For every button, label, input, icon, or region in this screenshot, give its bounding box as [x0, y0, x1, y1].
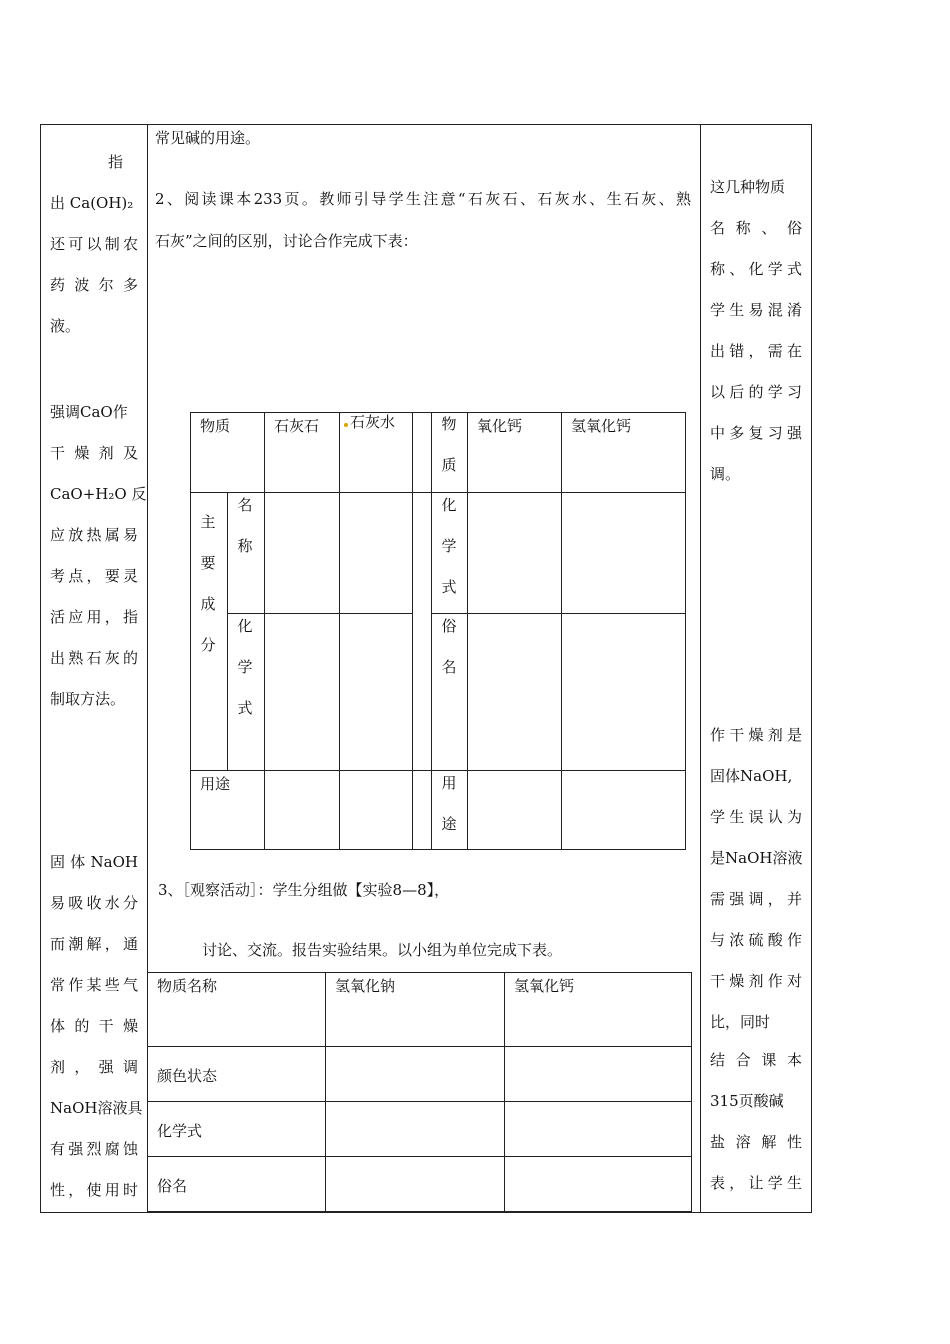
cell-header-cao: 氧化钙 — [477, 417, 523, 435]
right-note-line: 学生误认为 — [710, 808, 802, 826]
left-note-line: 而潮解，通 — [50, 935, 138, 953]
right-note-line: 这几种物质 — [710, 178, 786, 196]
t2-row-color-state: 颜色状态 — [157, 1067, 218, 1085]
right-note-line: 结合课本 — [710, 1051, 802, 1069]
right-note-line: 学生易混淆 — [710, 301, 802, 319]
left-note-line: 考点，要灵 — [50, 567, 138, 585]
left-note-line: 出 Ca(OH)₂ — [50, 194, 134, 212]
right-note-line: 表，让学生 — [710, 1174, 802, 1192]
t2-row-common-name: 俗名 — [157, 1177, 188, 1195]
left-note-line: 指 — [108, 153, 124, 171]
cell-header-substance: 物质 — [200, 417, 231, 435]
right-note-line: 出错，需在 — [710, 342, 802, 360]
right-note-line: 以后的学习 — [710, 383, 802, 401]
right-note-line: 固体NaOH, — [710, 767, 793, 785]
cell-header-caoh2: 氢氧化钙 — [571, 417, 632, 435]
right-note-line: 称、化学式 — [710, 260, 802, 278]
cell-name: 名 称 — [237, 496, 253, 555]
main-line-1: 常见碱的用途。 — [155, 129, 261, 147]
cell-main-component: 主 要 成 分 — [200, 513, 216, 654]
right-note-line: 名称、俗 — [710, 219, 802, 237]
left-note-line: 有强烈腐蚀 — [50, 1140, 138, 1158]
cell-header-limewater: 石灰水 — [350, 413, 396, 431]
left-note-line: 易吸收水分 — [50, 894, 138, 912]
left-note-line: 制取方法。 — [50, 690, 126, 708]
cell-header-limestone: 石灰石 — [274, 417, 320, 435]
right-note-line: 需强调，并 — [710, 890, 802, 908]
left-note-line: 固体NaOH — [50, 853, 138, 871]
left-note-line: 干燥剂及 — [50, 444, 138, 462]
left-note-line: CaO+H₂O 反 — [50, 485, 147, 503]
t2-header-substance-name: 物质名称 — [157, 977, 218, 995]
right-note-line: 315页酸碱 — [710, 1092, 784, 1110]
cell-right-formula: 化 学 式 — [441, 496, 457, 596]
right-note-line: 中多复习强 — [710, 424, 802, 442]
main-line-3: 3、［观察活动］：学生分组做【实验8—8】， — [158, 881, 450, 899]
main-line-2b: 石灰”之间的区别，讨论合作完成下表： — [155, 232, 418, 250]
left-note-line: 剂，强调 — [50, 1058, 138, 1076]
cell-right-use: 用 途 — [441, 774, 457, 833]
left-note-line: 液。 — [50, 317, 81, 335]
right-note-line: 干燥剂作对 — [710, 972, 802, 990]
right-note-line: 是NaOH溶液 — [710, 849, 803, 867]
left-note-line: 还可以制农 — [50, 235, 138, 253]
left-note-line: 活应用，指 — [50, 608, 138, 626]
right-note-line: 调。 — [710, 465, 741, 483]
cell-right-common-name: 俗 名 — [441, 617, 457, 676]
main-line-4: 讨论、交流。报告实验结果。以小组为单位完成下表。 — [202, 941, 563, 959]
main-line-2a: 2、阅读课本233页。教师引导学生注意“石灰石、石灰水、生石灰、熟 — [155, 190, 691, 208]
cell-formula: 化 学 式 — [237, 617, 253, 717]
left-note-line: NaOH溶液具 — [50, 1099, 143, 1117]
left-note-line: 性，使用时 — [50, 1181, 138, 1199]
right-note-line: 与浓硫酸作 — [710, 931, 802, 949]
right-note-line: 盐溶解性 — [710, 1133, 802, 1151]
right-note-line: 比，同时 — [710, 1013, 771, 1031]
left-note-line: 出熟石灰的 — [50, 649, 138, 667]
left-note-line: 体的干燥 — [50, 1017, 138, 1035]
cell-use: 用途 — [200, 775, 231, 793]
left-note-line: 强调CaO作 — [50, 403, 128, 421]
marker-dot — [344, 423, 348, 427]
t2-header-caoh2: 氢氧化钙 — [514, 977, 575, 995]
left-note-line: 药波尔多 — [50, 276, 138, 294]
right-note-line: 作干燥剂是 — [710, 726, 802, 744]
cell-header-substance-right: 物 质 — [441, 415, 457, 474]
left-note-line: 常作某些气 — [50, 976, 138, 994]
t2-header-naoh: 氢氧化钠 — [335, 977, 396, 995]
left-note-line: 应放热属易 — [50, 526, 138, 544]
t2-row-formula: 化学式 — [157, 1122, 203, 1140]
